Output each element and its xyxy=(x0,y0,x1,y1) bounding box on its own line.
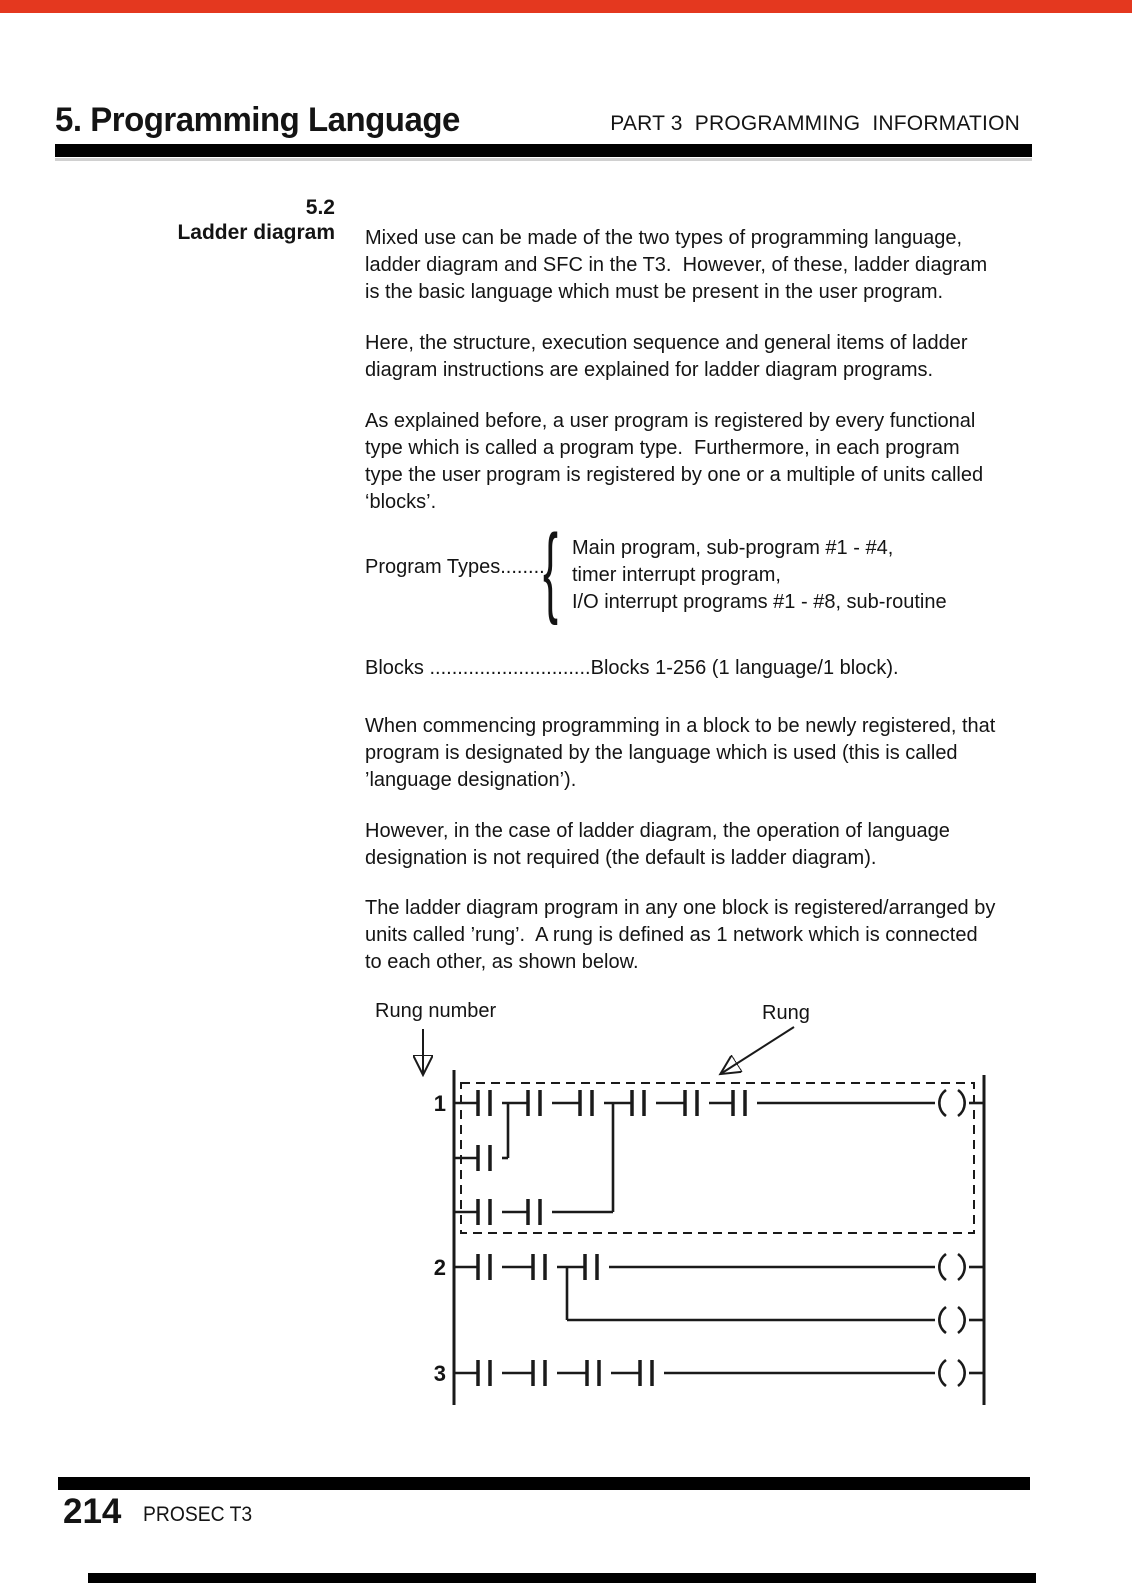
header-part-label: PART 3 PROGRAMMING INFORMATION xyxy=(610,112,1020,135)
page-title: 5. Programming Language xyxy=(55,101,460,139)
rung-2-network xyxy=(454,1254,984,1333)
footer-page-number: 214 xyxy=(63,1492,122,1531)
text-line: to each other, as shown below. xyxy=(365,951,639,973)
footer-rule xyxy=(58,1477,1030,1490)
scan-artifact-bottom-bar xyxy=(88,1573,1036,1583)
blocks-leader-line: Blocks .............................Blocks 1-256 (1 language/1 block). xyxy=(365,657,899,679)
coil-symbol xyxy=(939,1360,946,1386)
program-types-list xyxy=(572,535,947,616)
rung-number: 1 xyxy=(433,1091,446,1116)
coil-symbol xyxy=(939,1090,946,1116)
paragraph-5 xyxy=(365,818,950,872)
text-line: type the user program is registered by one or a multiple of units called xyxy=(365,464,984,486)
coil-symbol xyxy=(939,1307,946,1333)
text-line: type which is called a program type. Furthermore, in each program xyxy=(365,437,960,459)
rung-number-label: Rung number xyxy=(375,1000,497,1022)
rung-number: 2 xyxy=(433,1255,446,1280)
program-type-item: Main program, sub-program #1 - #4, xyxy=(572,537,894,559)
program-types-label: Program Types........ xyxy=(365,556,545,578)
text-line: ‘blocks’. xyxy=(365,491,437,513)
text-line: ’language designation’). xyxy=(365,769,577,791)
scan-artifact-top-bar xyxy=(0,0,1132,13)
rung-outline-dashed-box xyxy=(461,1083,974,1233)
paragraph-4 xyxy=(365,713,995,794)
paragraph-6 xyxy=(365,895,995,976)
rung-label: Rung xyxy=(762,1002,810,1024)
program-types-brace: { xyxy=(543,514,559,626)
text-line: program is designated by the language which is used (this is called xyxy=(365,742,958,764)
text-line: The ladder diagram program in any one block is registered/arranged by xyxy=(365,897,996,919)
text-line: designation is not required (the default is ladder diagram). xyxy=(365,847,877,869)
header-rule xyxy=(55,144,1032,157)
text-line: ladder diagram and SFC in the T3. However, of these, ladder diagram xyxy=(365,254,988,276)
text-line: units called ’rung’. A rung is defined as 1 network which is connected xyxy=(365,924,978,946)
text-line: is the basic language which must be present in the user program. xyxy=(365,281,944,303)
text-line: diagram instructions are explained for ladder diagram programs. xyxy=(365,359,934,381)
paragraph-2 xyxy=(365,330,968,384)
text-line: Mixed use can be made of the two types of programming language, xyxy=(365,227,963,249)
program-type-item: I/O interrupt programs #1 - #8, sub-routine xyxy=(572,591,947,613)
ladder-diagram-figure xyxy=(350,985,1040,1415)
text-line: Here, the structure, execution sequence and general items of ladder xyxy=(365,332,968,354)
section-title: Ladder diagram xyxy=(177,221,335,244)
paragraph-1 xyxy=(365,225,987,306)
header-rule-smudge xyxy=(55,158,1032,161)
text-line: As explained before, a user program is registered by every functional xyxy=(365,410,976,432)
rung-number: 3 xyxy=(433,1361,446,1386)
footer-model-label: PROSEC T3 xyxy=(143,1503,253,1526)
rung-arrow xyxy=(722,1027,794,1073)
text-line: When commencing programming in a block to be newly registered, that xyxy=(365,715,996,737)
program-type-item: timer interrupt program, xyxy=(572,564,781,586)
text-line: However, in the case of ladder diagram, the operation of language xyxy=(365,820,950,842)
rung-1-network xyxy=(454,1090,984,1225)
section-number: 5.2 xyxy=(305,196,335,219)
coil-symbol xyxy=(939,1254,946,1280)
paragraph-3 xyxy=(365,408,983,516)
rung-3-network xyxy=(454,1360,984,1386)
